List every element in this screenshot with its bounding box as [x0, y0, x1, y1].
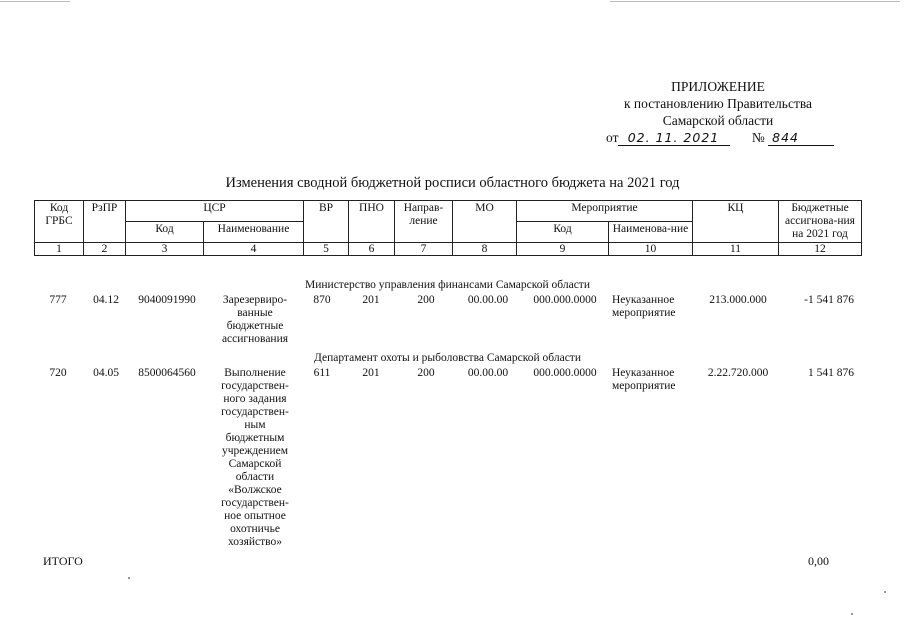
- header-grbs: Код ГРБС: [35, 201, 84, 243]
- header-sum: Бюджетные ассигнова-ния на 2021 год: [779, 201, 862, 243]
- cell-csr-code: 9040091990: [138, 294, 196, 306]
- cell-sum: -1 541 876: [804, 294, 854, 306]
- cell-napr: 200: [417, 294, 435, 306]
- cell-vr: 611: [313, 367, 331, 379]
- column-number: 8: [453, 243, 517, 256]
- cell-grbs: 720: [49, 367, 67, 379]
- cell-mo: 00.00.00: [467, 294, 509, 306]
- scan-artifact: [610, 1, 900, 2]
- cell-pno: 201: [362, 367, 380, 379]
- department-heading: Министерство управления финансами Самарской области: [305, 279, 590, 291]
- header-meropr: Мероприятие: [517, 201, 693, 222]
- budget-table: [34, 200, 861, 256]
- total-value: 0,00: [808, 554, 829, 568]
- cell-meropr-code: 000.000.0000: [533, 294, 597, 306]
- cell-kc: 213.000.000: [709, 294, 767, 306]
- header-vr: ВР: [304, 201, 349, 243]
- cell-kc: 2.22.720.000: [707, 367, 769, 379]
- cell-meropr-code: 000.000.0000: [533, 367, 597, 379]
- cell-grbs: 777: [49, 294, 67, 306]
- decree-date-line: [606, 130, 834, 146]
- column-number: 7: [395, 243, 453, 256]
- cell-sum: 1 541 876: [808, 367, 854, 379]
- appendix-title: ПРИЛОЖЕНИЕ: [671, 79, 765, 94]
- cell-csr-name: Выполнение государствен-ного задания государствен-ным бюджетным учреждением Самарской области «Волжское государствен-ное опытное охотничье хозяйство»: [221, 367, 289, 548]
- column-number: 3: [126, 243, 204, 256]
- scan-artifact: [884, 591, 886, 593]
- total-label: ИТОГО: [43, 554, 83, 568]
- header-csr: ЦСР: [126, 201, 304, 222]
- cell-rzpr: 04.12: [93, 294, 119, 306]
- cell-meropr-name: Неуказанное мероприятие: [612, 294, 676, 319]
- scan-artifact: [851, 613, 853, 615]
- column-number: 1: [35, 243, 84, 256]
- cell-csr-code: 8500064560: [138, 367, 196, 379]
- cell-rzpr: 04.05: [93, 367, 119, 379]
- date-prefix: от: [606, 130, 619, 145]
- header-kc: КЦ: [693, 201, 779, 243]
- column-number: 6: [349, 243, 395, 256]
- header-mo: МО: [453, 201, 517, 243]
- column-number: 11: [693, 243, 779, 256]
- header-pno: ПНО: [349, 201, 395, 243]
- document-title: Изменения сводной бюджетной росписи областного бюджета на 2021 год: [225, 175, 680, 191]
- header-meropr-name: Наименова-ние: [609, 222, 693, 243]
- header-rzpr: РзПР: [84, 201, 126, 243]
- department-heading: Департамент охоты и рыболовства Самарской области: [313, 352, 581, 364]
- table-row: [34, 294, 861, 354]
- cell-meropr-name: Неуказанное мероприятие: [612, 367, 676, 392]
- header-meropr-code: Код: [517, 222, 609, 243]
- appendix-subtitle-2: Самарской области: [662, 113, 774, 128]
- scan-artifact: [0, 1, 70, 2]
- column-number: 5: [304, 243, 349, 256]
- table-row: [34, 367, 861, 557]
- column-number: 9: [517, 243, 609, 256]
- cell-csr-name: Зарезервиро-ванные бюджетные ассигнования: [221, 294, 289, 345]
- column-number: 2: [84, 243, 126, 256]
- number-sign: №: [751, 130, 765, 145]
- decree-date: 02. 11. 2021: [618, 130, 730, 146]
- header-csr-code: Код: [126, 222, 204, 243]
- header-napr: Направ-ление: [395, 201, 453, 243]
- cell-pno: 201: [362, 294, 380, 306]
- column-number: 12: [779, 243, 862, 256]
- appendix-subtitle-1: к постановлению Правительства: [623, 96, 813, 111]
- appendix-block: [598, 78, 838, 129]
- column-number: 4: [204, 243, 304, 256]
- cell-vr: 870: [313, 294, 331, 306]
- cell-mo: 00.00.00: [467, 367, 509, 379]
- cell-napr: 200: [417, 367, 435, 379]
- header-csr-name: Наименование: [204, 222, 304, 243]
- column-number: 10: [609, 243, 693, 256]
- scan-artifact: [128, 577, 130, 579]
- decree-number: 844: [768, 130, 834, 146]
